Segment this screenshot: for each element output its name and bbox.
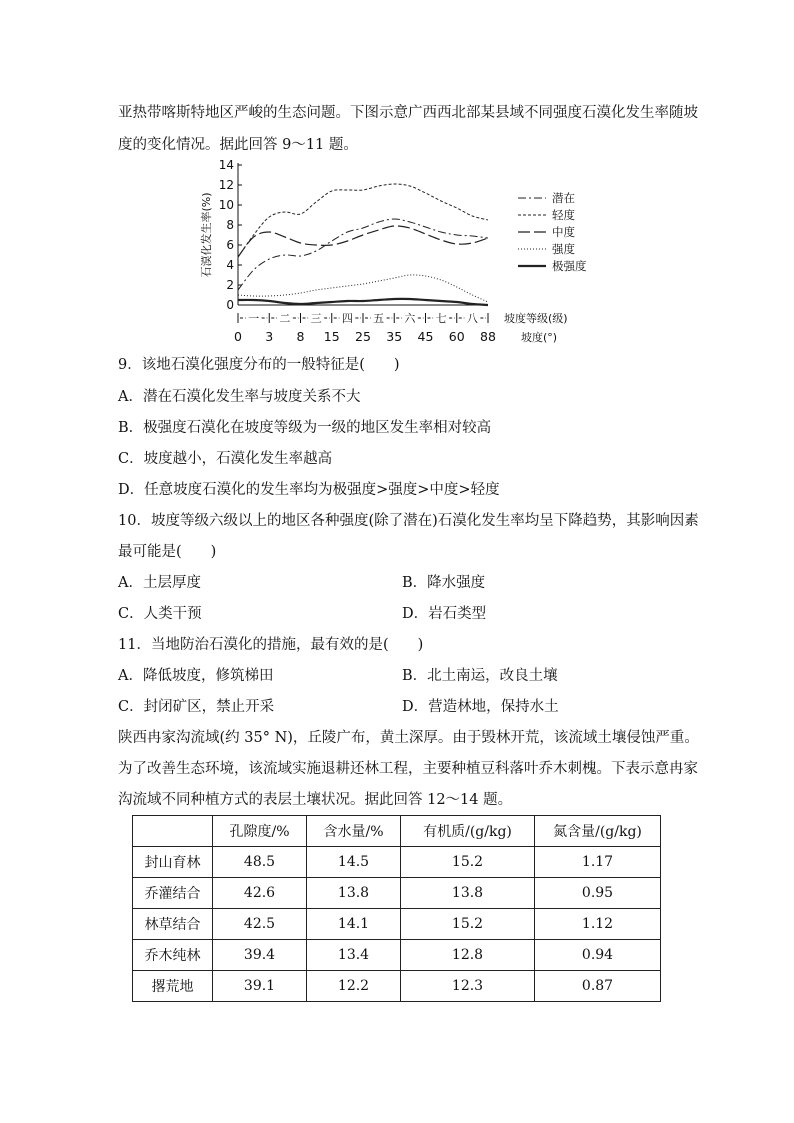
table-cell: 1.12 bbox=[535, 909, 661, 940]
y-tick-label: 12 bbox=[218, 178, 234, 192]
q10-option-a: A．土层厚度 bbox=[118, 575, 201, 591]
legend-label: 中度 bbox=[552, 225, 575, 239]
grade-label: 八 bbox=[466, 312, 478, 325]
q11-stem: 11．当地防治石漠化的措施，最有效的是( ) bbox=[118, 637, 424, 653]
y-tick-label: 0 bbox=[226, 298, 234, 312]
table-cell: 0.95 bbox=[535, 878, 661, 909]
grade-label: 五 bbox=[373, 312, 385, 325]
rocky-desertification-chart bbox=[196, 156, 616, 348]
grade-label: 六 bbox=[404, 312, 416, 325]
passage2-line-2: 为了改善生态环境，该流域实施退耕还林工程，主要种植豆科落叶乔木刺槐。下表示意冉家 bbox=[118, 761, 698, 777]
q11-option-a: A．降低坡度，修筑梯田 bbox=[118, 668, 274, 684]
series-line-2 bbox=[238, 184, 488, 257]
table-cell: 林草结合 bbox=[133, 909, 213, 940]
q9-option-d: D．任意坡度石漠化的发生率均为极强度>强度>中度>轻度 bbox=[118, 482, 500, 498]
table-row bbox=[133, 940, 661, 971]
y-tick-label: 2 bbox=[226, 278, 234, 292]
table-cell: 15.2 bbox=[401, 909, 535, 940]
table-cell: 42.6 bbox=[213, 878, 307, 909]
grade-label: 一 bbox=[248, 312, 260, 325]
table-cell: 撂荒地 bbox=[133, 971, 213, 1002]
q9-stem: 9．该地石漠化强度分布的一般特征是( ) bbox=[118, 357, 400, 373]
table-cell: 12.8 bbox=[401, 940, 535, 971]
table-cell: 12.2 bbox=[307, 971, 401, 1002]
table-cell: 1.17 bbox=[535, 847, 661, 878]
q11-option-c: C．封闭矿区，禁止开采 bbox=[118, 699, 275, 715]
grade-label: 七 bbox=[435, 312, 447, 325]
table-header-row bbox=[133, 816, 661, 847]
q10-option-b: B．降水强度 bbox=[402, 575, 486, 591]
table-cell: 48.5 bbox=[213, 847, 307, 878]
y-tick-label: 8 bbox=[226, 218, 234, 232]
table-cell: 12.3 bbox=[401, 971, 535, 1002]
table-cell: 42.5 bbox=[213, 909, 307, 940]
slope-tick-label: 3 bbox=[265, 329, 274, 344]
table-cell: 封山育林 bbox=[133, 847, 213, 878]
table-cell: 15.2 bbox=[401, 847, 535, 878]
series-line-1 bbox=[238, 219, 488, 290]
q9-option-c: C．坡度越小，石漠化发生率越高 bbox=[118, 451, 333, 467]
q10-stem-line-1: 10．坡度等级六级以上的地区各种强度(除了潜在)石漠化发生率均呈下降趋势，其影响因素 bbox=[118, 513, 699, 529]
table-header-cell: 氮含量/(g/kg) bbox=[535, 816, 661, 847]
intro-line-1: 亚热带喀斯特地区严峻的生态问题。下图示意广西西北部某县域不同强度石漠化发生率随坡 bbox=[118, 105, 698, 121]
slope-axis-label: 坡度(°) bbox=[521, 331, 558, 344]
series-line-3 bbox=[238, 226, 488, 257]
grade-axis-label: 坡度等级(级) bbox=[504, 312, 568, 325]
passage2-line-1: 陕西冉家沟流域(约 35° N)，丘陵广布，黄土深厚。由于毁林开荒，该流域土壤侵蚀严重。 bbox=[118, 730, 699, 746]
y-tick-label: 10 bbox=[218, 198, 234, 212]
intro-line-2: 度的变化情况。据此回答 9～11 题。 bbox=[118, 137, 358, 153]
table-cell: 乔木纯林 bbox=[133, 940, 213, 971]
q11-option-d: D．营造林地，保持水土 bbox=[402, 699, 559, 715]
slope-tick-label: 60 bbox=[448, 329, 465, 344]
table-cell: 0.87 bbox=[535, 971, 661, 1002]
table-header-cell bbox=[133, 816, 213, 847]
legend-label: 轻度 bbox=[552, 208, 575, 222]
legend-label: 强度 bbox=[552, 242, 575, 256]
table-header-cell: 含水量/% bbox=[307, 816, 401, 847]
table-cell: 0.94 bbox=[535, 940, 661, 971]
table-cell: 14.1 bbox=[307, 909, 401, 940]
series-line-5 bbox=[238, 299, 488, 305]
table-row bbox=[133, 909, 661, 940]
slope-tick-label: 8 bbox=[296, 329, 305, 344]
table-header-cell: 孔隙度/% bbox=[213, 816, 307, 847]
table-row bbox=[133, 878, 661, 909]
slope-tick-label: 0 bbox=[234, 329, 242, 344]
q11-option-b: B．北土南运，改良土壤 bbox=[402, 668, 558, 684]
table-row bbox=[133, 971, 661, 1002]
slope-tick-label: 35 bbox=[386, 329, 403, 344]
table-cell: 39.4 bbox=[213, 940, 307, 971]
legend-label: 极强度 bbox=[552, 259, 587, 273]
soil-table bbox=[132, 815, 661, 1002]
grade-label: 三 bbox=[310, 312, 322, 325]
table-cell: 乔灌结合 bbox=[133, 878, 213, 909]
slope-tick-label: 88 bbox=[480, 329, 496, 344]
q10-option-d: D．岩石类型 bbox=[402, 606, 487, 622]
y-tick-label: 14 bbox=[218, 158, 234, 172]
y-tick-label: 6 bbox=[226, 238, 234, 252]
passage2-line-3: 沟流域不同种植方式的表层土壤状况。据此回答 12～14 题。 bbox=[118, 792, 513, 808]
grade-label: 二 bbox=[279, 312, 291, 325]
slope-tick-label: 15 bbox=[323, 329, 340, 344]
q10-option-c: C．人类干预 bbox=[118, 606, 202, 622]
grade-label: 四 bbox=[341, 312, 353, 325]
q10-stem-line-2: 最可能是( ) bbox=[118, 544, 217, 560]
slope-tick-label: 45 bbox=[417, 329, 434, 344]
series-line-4 bbox=[238, 275, 488, 302]
table-cell: 14.5 bbox=[307, 847, 401, 878]
q9-option-b: B．极强度石漠化在坡度等级为一级的地区发生率相对较高 bbox=[118, 420, 492, 436]
table-header-cell: 有机质/(g/kg) bbox=[401, 816, 535, 847]
y-tick-label: 4 bbox=[226, 258, 234, 272]
slope-tick-label: 25 bbox=[355, 329, 371, 344]
q9-option-a: A．潜在石漠化发生率与坡度关系不大 bbox=[118, 389, 361, 405]
table-cell: 13.8 bbox=[307, 878, 401, 909]
table-cell: 39.1 bbox=[213, 971, 307, 1002]
table-row bbox=[133, 847, 661, 878]
legend-label: 潜在 bbox=[552, 191, 575, 205]
table-cell: 13.4 bbox=[307, 940, 401, 971]
table-cell: 13.8 bbox=[401, 878, 535, 909]
y-axis-label: 石漠化发生率(%) bbox=[200, 192, 213, 278]
